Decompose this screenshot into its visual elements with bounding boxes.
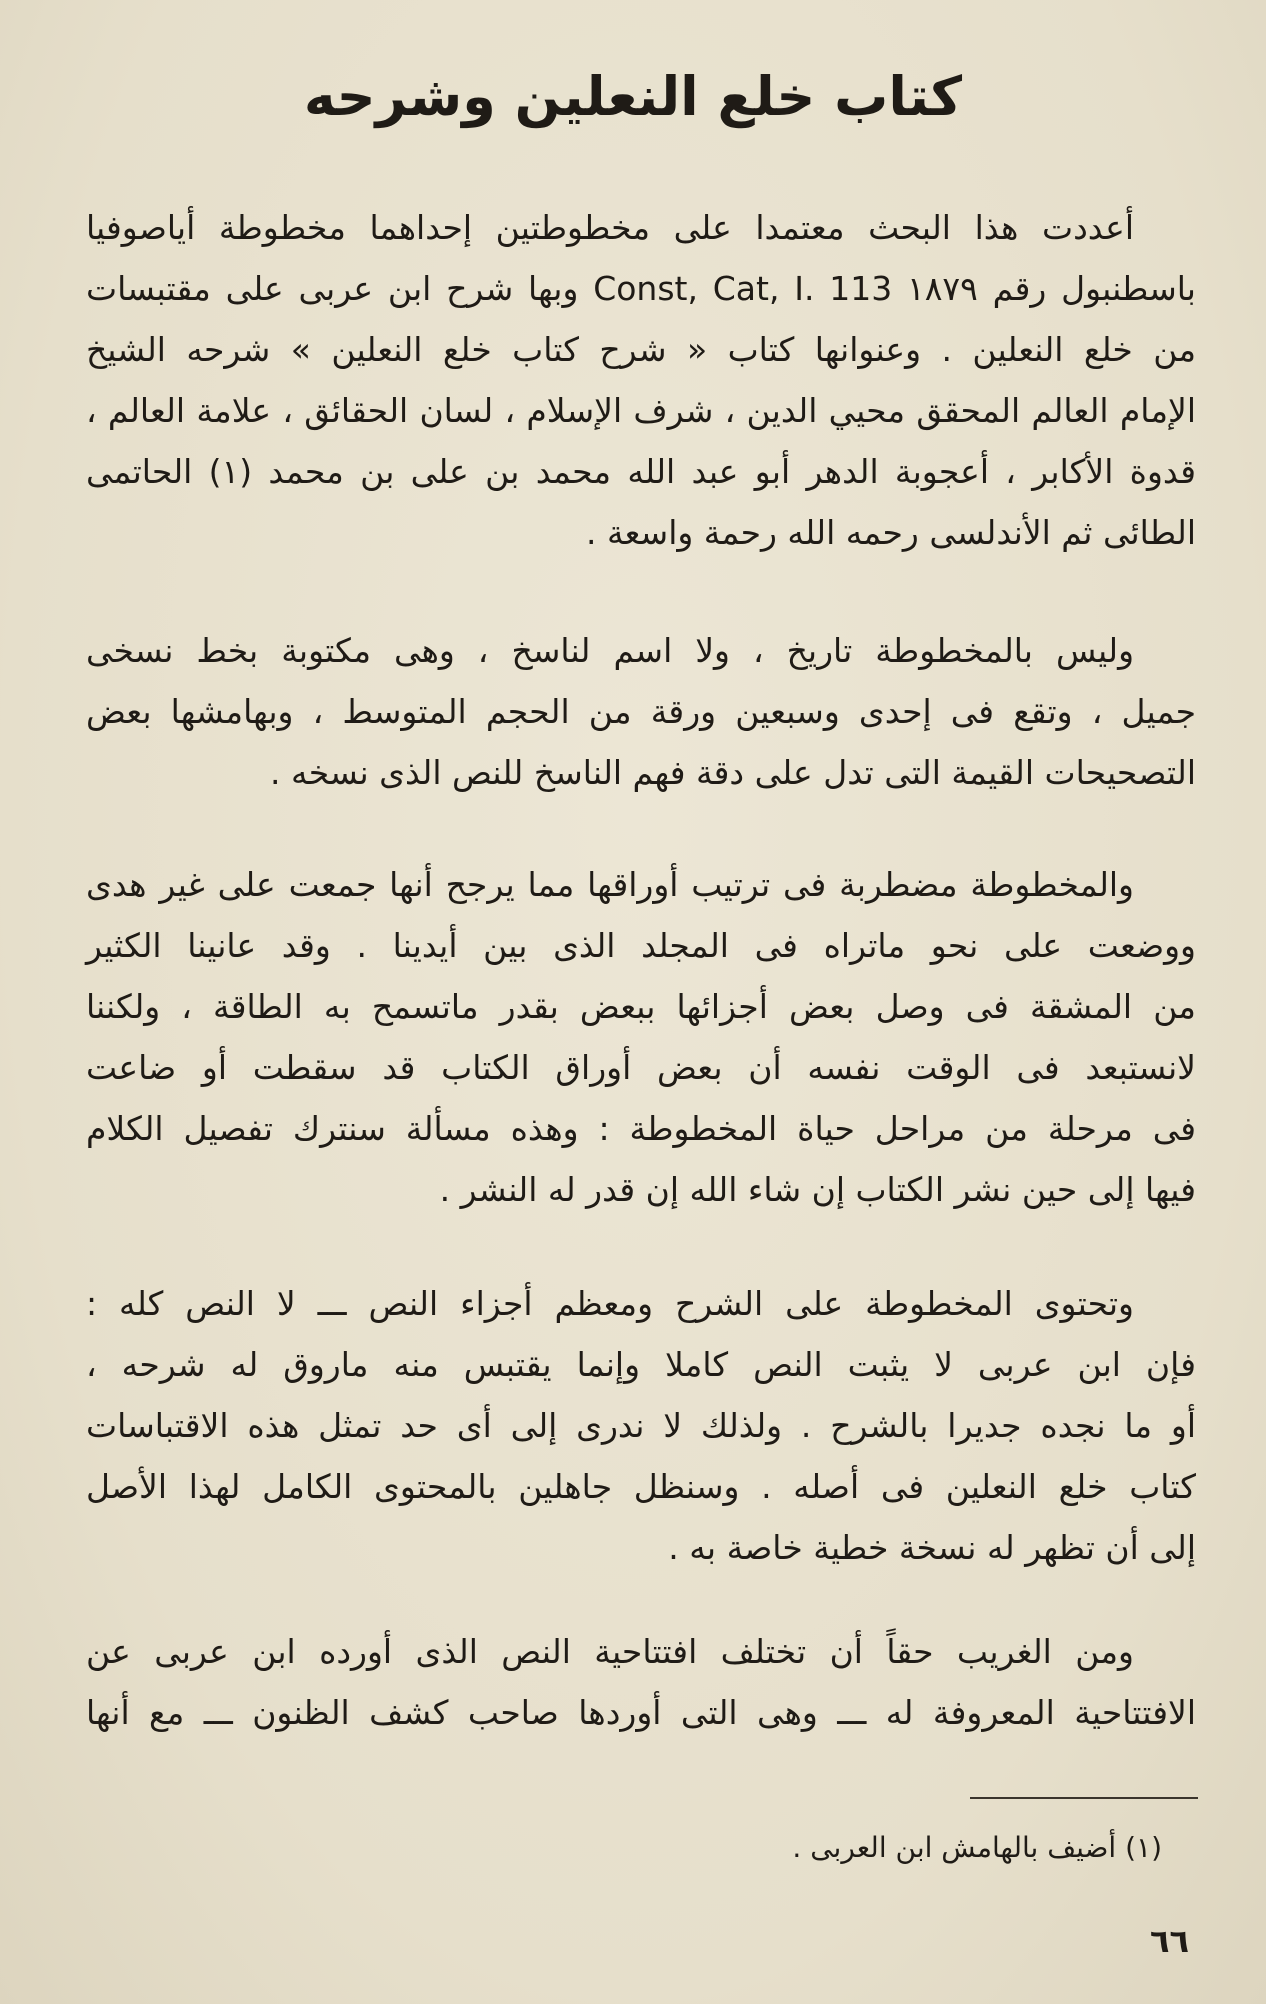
paragraph-2 bbox=[86, 620, 1196, 803]
paragraph-3 bbox=[86, 854, 1196, 1220]
text-line: فى مرحلة من مراحل حياة المخطوطة : وهذه مسألة سنترك تفصيل الكلام bbox=[86, 1109, 1196, 1148]
text-line: وليس بالمخطوطة تاريخ ، ولا اسم لناسخ ، وهى مكتوبة بخط نسخى bbox=[86, 631, 1134, 670]
paragraph-1 bbox=[86, 197, 1196, 563]
text-line: فإن ابن عربى لا يثبت النص كاملا وإنما يقتبس منه ماروق له شرحه ، bbox=[86, 1345, 1196, 1384]
text-line: من خلع النعلين . وعنوانها كتاب « شرح كتاب خلع النعلين » شرحه الشيخ bbox=[86, 330, 1196, 369]
text-line: الإمام العالم المحقق محيي الدين ، شرف الإسلام ، لسان الحقائق ، علامة العالم ، bbox=[86, 391, 1196, 430]
footnote: (١) أضيف بالهامش ابن العربى . bbox=[792, 1831, 1162, 1864]
text-line: من المشقة فى وصل بعض أجزائها ببعض بقدر ماتسمح به الطاقة ، ولكننا bbox=[86, 987, 1196, 1026]
text-line: جميل ، وتقع فى إحدى وسبعين ورقة من الحجم المتوسط ، وبهامشها بعض bbox=[86, 692, 1196, 731]
paragraph-5 bbox=[86, 1621, 1196, 1743]
text-line: الطائى ثم الأندلسى رحمه الله رحمة واسعة . bbox=[585, 513, 1196, 552]
text-line: ووضعت على نحو ماتراه فى المجلد الذى بين أيدينا . وقد عانينا الكثير bbox=[86, 926, 1196, 965]
text-line: ومن الغريب حقاً أن تختلف افتتاحية النص الذى أورده ابن عربى عن bbox=[86, 1632, 1134, 1671]
text-line: أو ما نجده جديرا بالشرح . ولذلك لا ندرى إلى أى حد تمثل هذه الاقتباسات bbox=[86, 1406, 1196, 1445]
text-line: التصحيحات القيمة التى تدل على دقة فهم الناسخ للنص الذى نسخه . bbox=[270, 753, 1196, 792]
text-line: لانستبعد فى الوقت نفسه أن بعض أوراق الكتاب قد سقطت أو ضاعت bbox=[86, 1048, 1196, 1087]
text-line: إلى أن تظهر له نسخة خطية خاصة به . bbox=[668, 1528, 1196, 1567]
text-line: كتاب خلع النعلين فى أصله . وسنظل جاهلين بالمحتوى الكامل لهذا الأصل bbox=[86, 1467, 1196, 1506]
page-title: كتاب خلع النعلين وشرحه bbox=[303, 65, 963, 128]
text-line: والمخطوطة مضطربة فى ترتيب أوراقها مما يرجح أنها جمعت على غير هدى bbox=[86, 865, 1134, 904]
footnote-divider bbox=[970, 1797, 1198, 1799]
text-line: أعددت هذا البحث معتمدا على مخطوطتين إحداهما مخطوطة أياصوفيا bbox=[86, 208, 1134, 247]
text-line: باسطنبول رقم ١٨٧٩ Const, Cat, I. 113 وبها شرح ابن عربى على مقتبسات bbox=[86, 269, 1196, 308]
text-line: قدوة الأكابر ، أعجوبة الدهر أبو عبد الله محمد بن على بن محمد (١) الحاتمى bbox=[86, 452, 1196, 491]
paragraph-4 bbox=[86, 1273, 1196, 1578]
page-number: ٦٦ bbox=[1150, 1922, 1190, 1960]
text-line: وتحتوى المخطوطة على الشرح ومعظم أجزاء النص ـــ لا النص كله : bbox=[86, 1284, 1134, 1323]
text-line: فيها إلى حين نشر الكتاب إن شاء الله إن قدر له النشر . bbox=[439, 1170, 1196, 1209]
text-line: الافتتاحية المعروفة له ـــ وهى التى أوردها صاحب كشف الظنون ـــ مع أنها bbox=[86, 1693, 1196, 1732]
